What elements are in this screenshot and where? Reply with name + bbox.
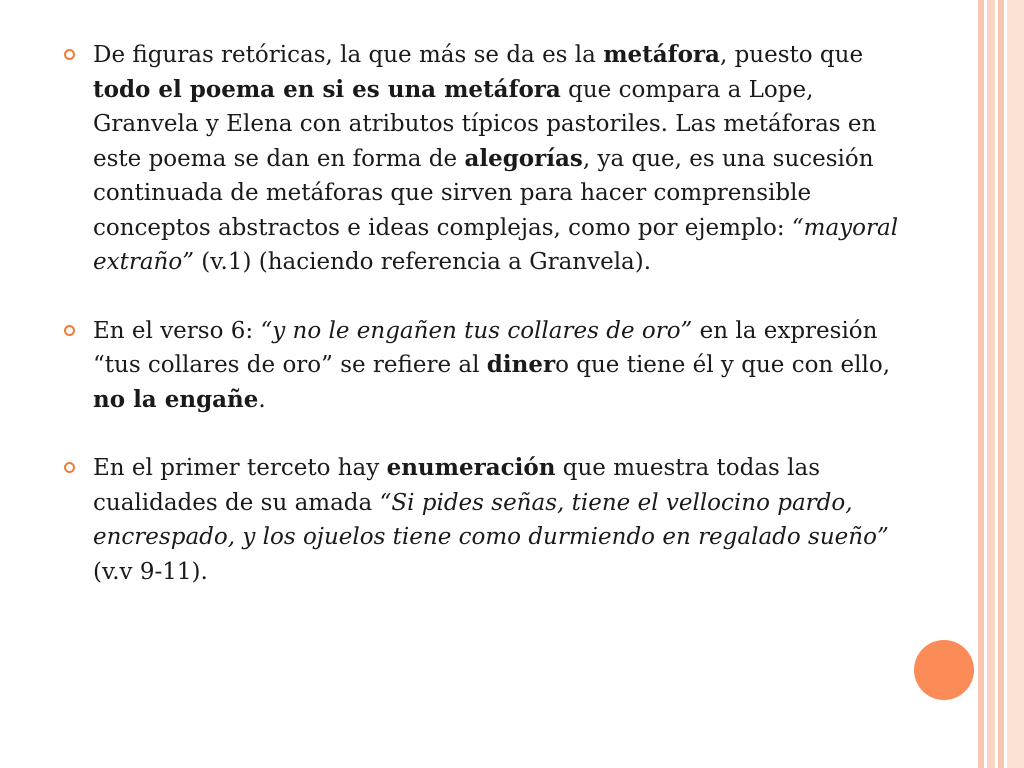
bold-term: todo el poema en si es una metáfora [93, 75, 561, 103]
decorative-stripe [987, 0, 995, 768]
bullet-item-enumeracion [62, 451, 922, 589]
bold-term: alegorías [464, 144, 583, 172]
bold-term: no la engañe [93, 385, 259, 413]
text-run: en la expresión “tus collares de oro” se refiere al [93, 317, 878, 378]
text-run: que compara a Lope, Granvela y Elena con atributos típicos pastoriles. Las metáforas en este poema se dan en forma de [93, 76, 877, 172]
bullet-item-metafora [62, 38, 922, 280]
bold-term: enumeración [386, 454, 556, 481]
text-run: o que tiene él y que con ello, [555, 352, 891, 378]
decorative-circle [914, 640, 974, 700]
bullet-ring-icon [64, 325, 75, 336]
bold-term: metáfora [603, 41, 720, 68]
text-run: , ya que, es una sucesión continuada de metáforas que sirven para hacer comprensible conceptos abstractos e ideas complejas, como por ejemplo: [93, 145, 874, 241]
text-run: que muestra todas las cualidades de su amada [93, 455, 821, 516]
text-run: (v.1) (haciendo referencia a Granvela). [193, 249, 652, 275]
text-run: De figuras retóricas, la que más se da es la [93, 42, 604, 68]
text-run: En el primer terceto hay [93, 455, 387, 481]
text-run: (v.v 9-11). [93, 558, 208, 585]
italic-quote: “y no le engañen tus collares de oro” [260, 317, 693, 344]
text-run: En el verso 6: [93, 317, 261, 344]
italic-quote: “mayoral extraño” [93, 214, 899, 275]
text-run: , puesto que [719, 42, 864, 68]
decorative-stripe [1007, 0, 1024, 768]
bold-term: diner [486, 351, 556, 378]
italic-quote: “Si pides señas, tiene el vellocino pardo, encrespado, y los ojuelos tiene como durmiendo en regalado sueño” [93, 489, 889, 550]
bullet-item-verso-6 [62, 314, 922, 418]
text-run: . [258, 386, 266, 413]
bullet-ring-icon [64, 462, 75, 473]
slide-body [62, 38, 922, 589]
bullet-ring-icon [64, 49, 75, 60]
